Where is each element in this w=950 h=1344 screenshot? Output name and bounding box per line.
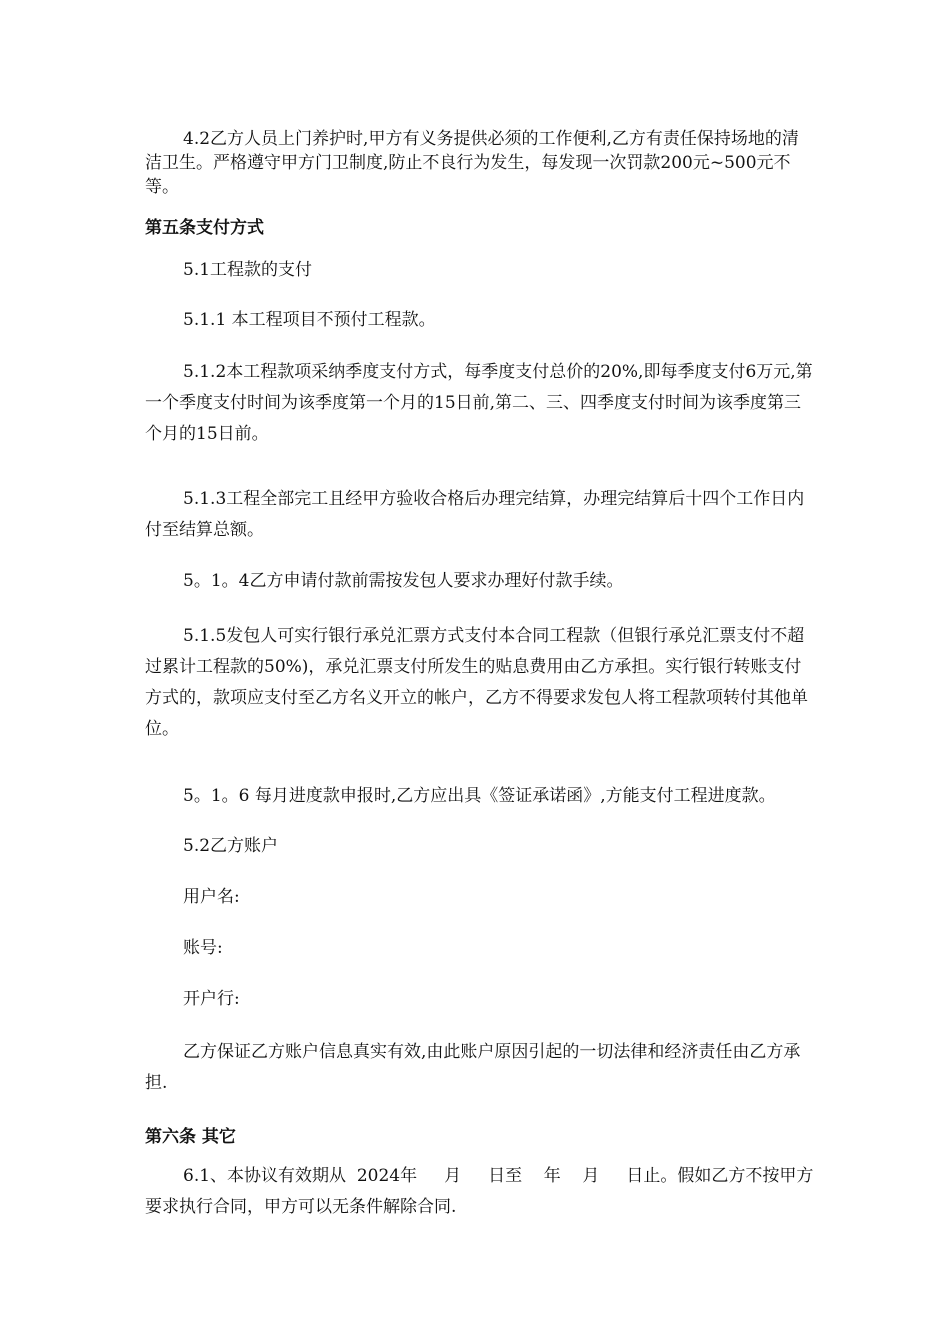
account-name-label: 用户名: xyxy=(183,887,240,907)
clause-5-1-2: 5.1.2本工程款项采纳季度支付方式，每季度支付总价的20%,即每季度支付6万元,第一个季度支付时间为该季度第一个月的15日前,第二、三、四季度支付时间为该季度第三个月的15日前。 xyxy=(145,362,813,444)
clause-4-2: 4.2乙方人员上门养护时,甲方有义务提供必须的工作便利,乙方有责任保持场地的清洁卫生。严格遵守甲方门卫制度,防止不良行为发生，每发现一次罚款200元~500元不等。 xyxy=(145,129,799,197)
account-bank-label: 开户行: xyxy=(183,989,240,1009)
clause-5-1-6: 5。1。6 每月进度款申报时,乙方应出具《签证承诺函》,方能支付工程进度款。 xyxy=(183,786,776,806)
heading-article-5: 第五条支付方式 xyxy=(145,218,264,238)
clause-5-1-4: 5。1。4乙方申请付款前需按发包人要求办理好付款手续。 xyxy=(183,571,624,591)
clause-5-1-5: 5.1.5发包人可实行银行承兑汇票方式支付本合同工程款（但银行承兑汇票支付不超过累计工程款的50%)，承兑汇票支付所发生的贴息费用由乙方承担。实行银行转账支付方式的，款项应支付至乙方名义开立的帐户，乙方不得要求发包人将工程款项转付其他单位。 xyxy=(145,626,808,739)
clause-5-1-3: 5.1.3工程全部完工且经甲方验收合格后办理完结算，办理完结算后十四个工作日内付至结算总额。 xyxy=(145,489,805,540)
clause-5-2: 5.2乙方账户 xyxy=(183,836,279,856)
heading-article-6: 第六条 其它 xyxy=(145,1127,236,1147)
account-guarantee: 乙方保证乙方账户信息真实有效,由此账户原因引起的一切法律和经济责任由乙方承担. xyxy=(145,1042,801,1093)
clause-5-1-1: 5.1.1 本工程项目不预付工程款。 xyxy=(183,310,436,330)
account-number-label: 账号: xyxy=(183,938,223,958)
clause-5-1: 5.1工程款的支付 xyxy=(183,260,313,280)
clause-6-1: 6.1、本协议有效期从 2024年 月 日至 年 月 日止。假如乙方不按甲方要求执行合同，甲方可以无条件解除合同. xyxy=(145,1166,814,1217)
